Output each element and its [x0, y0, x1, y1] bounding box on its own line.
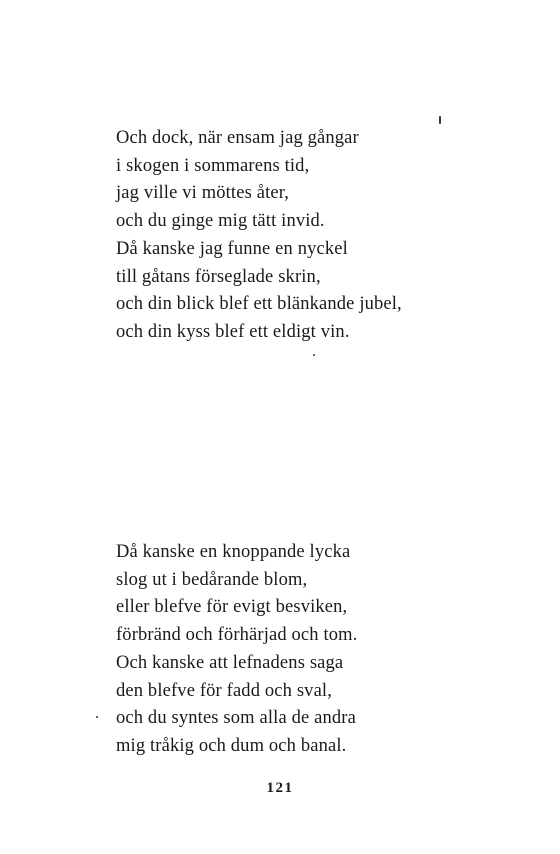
poem-line: eller blefve för evigt besviken, [116, 597, 348, 618]
print-speck [96, 716, 98, 718]
poem-line: jag ville vi möttes åter, [116, 183, 290, 204]
print-speck [439, 116, 441, 124]
print-speck [313, 354, 315, 356]
poem-line: förbränd och förhärjad och tom. [116, 625, 358, 646]
poem-line: mig tråkig och dum och banal. [116, 735, 347, 756]
poem-line: och du ginge mig tätt invid. [116, 211, 325, 232]
poem-line: och du syntes som alla de andra [116, 708, 356, 729]
poem-line: Då kanske en knoppande lycka [116, 542, 351, 562]
page-number: 121 [266, 780, 294, 796]
poem-line: slog ut i bedårande blom, [116, 569, 308, 590]
stanza-2 [116, 539, 357, 761]
stanza-1 [116, 125, 402, 347]
poem-line: den blefve för fadd och sval, [116, 680, 332, 701]
poem-line: Och kanske att lefnadens saga [116, 652, 344, 673]
poem-line: Och dock, när ensam jag gångar [116, 128, 359, 148]
poem-line: och din blick blef ett blänkande jubel, [116, 294, 402, 315]
poem-line: Då kanske jag funne en nyckel [116, 238, 348, 259]
poem-line: och din kyss blef ett eldigt vin. [116, 321, 350, 342]
poem-line: till gåtans förseglade skrin, [116, 266, 321, 287]
poem-line: i skogen i sommarens tid, [116, 155, 310, 176]
